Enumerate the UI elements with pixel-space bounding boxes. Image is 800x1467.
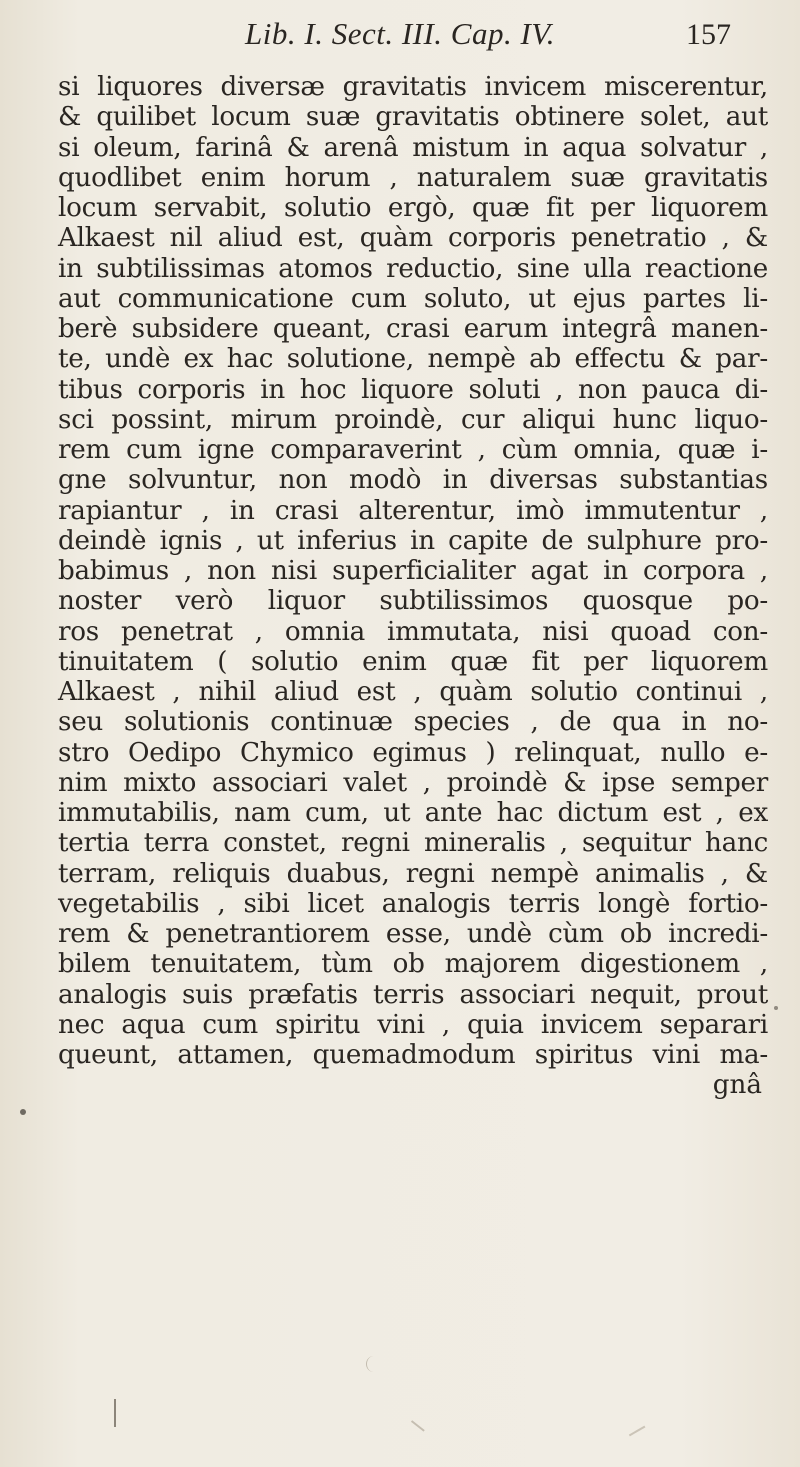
- text-line: analogis suis præfatis terris associari nequit, prout: [58, 979, 768, 1010]
- margin-mark: [774, 1006, 778, 1010]
- text-line: nim mixto associari valet , proindè & ipse semper: [58, 767, 768, 798]
- text-line: seu solutionis continuæ species , de qua in no-: [58, 707, 768, 738]
- text-line: Alkaest nil aliud est, quàm corporis penetratio , &: [58, 223, 768, 254]
- text-line: quodlibet enim horum , naturalem suæ gravitatis: [58, 162, 768, 193]
- text-line: nec aqua cum spiritu vini , quia invicem separari: [58, 1009, 768, 1040]
- show-through-mark: [411, 1420, 425, 1431]
- text-line: tibus corporis in hoc liquore soluti , non pauca di-: [58, 374, 768, 405]
- show-through-mark: [366, 1356, 381, 1372]
- margin-mark: [20, 1109, 26, 1115]
- catchword: gnâ: [712, 1070, 762, 1101]
- text-line: berè subsidere queant, crasi earum integrâ manen-: [58, 314, 768, 344]
- text-line: locum servabit, solutio ergò, quæ fit per liquorem: [58, 193, 768, 223]
- text-line: noster verò liquor subtilissimos quosque po-: [58, 586, 768, 617]
- show-through-mark: [629, 1426, 645, 1436]
- text-line: si oleum, farinâ & arenâ mistum in aqua solvatur ,: [58, 132, 768, 163]
- running-head: Lib. I. Sect. III. Cap. IV.: [245, 16, 555, 51]
- text-line: rem cum igne comparaverint , cùm omnia, quæ i-: [58, 435, 768, 465]
- text-line: deindè ignis , ut inferius in capite de sulphure pro-: [58, 525, 768, 556]
- text-line: babimus , non nisi superficialiter agat in corpora ,: [58, 556, 768, 586]
- text-line: gne solvuntur, non modò in diversas substantias: [58, 465, 768, 496]
- text-line: vegetabilis , sibi licet analogis terris longè fortio-: [58, 888, 768, 919]
- text-line: in subtilissimas atomos reductio, sine ulla reactione: [58, 253, 768, 284]
- text-line: terram, reliquis duabus, regni nempè animalis , &: [58, 858, 768, 889]
- text-line: tinuitatem ( solutio enim quæ fit per liquorem: [58, 646, 768, 677]
- text-line: si liquores diversæ gravitatis invicem miscerentur,: [58, 72, 768, 102]
- text-line: ros penetrat , omnia immutata, nisi quoad con-: [58, 616, 768, 647]
- text-line: stro Oedipo Chymico egimus ) relinquat, nullo e-: [58, 737, 768, 768]
- text-line: bilem tenuitatem, tùm ob majorem digestionem ,: [58, 949, 768, 980]
- text-line: te, undè ex hac solutione, nempè ab effectu & par-: [58, 344, 768, 375]
- show-through-mark: [114, 1399, 116, 1427]
- text-line: sci possint, mirum proindè, cur aliqui hunc liquo-: [58, 404, 768, 435]
- text-line: rapiantur , in crasi alterentur, imò immutentur ,: [58, 495, 768, 526]
- text-line: queunt, attamen, quemadmodum spiritus vini ma-: [58, 1040, 768, 1070]
- page-header: [0, 14, 800, 58]
- text-line: tertia terra constet, regni mineralis , sequitur hanc: [58, 828, 768, 859]
- text-line: immutabilis, nam cum, ut ante hac dictum est , ex: [58, 798, 768, 828]
- text-line: aut communicatione cum soluto, ut ejus partes li-: [58, 283, 768, 314]
- text-line: rem & penetrantiorem esse, undè cùm ob incredi-: [58, 919, 768, 949]
- text-line: Alkaest , nihil aliud est , quàm solutio continui ,: [58, 677, 768, 707]
- page-number: 157: [686, 18, 731, 51]
- text-line: & quilibet locum suæ gravitatis obtinere solet, aut: [58, 102, 768, 133]
- body-text: [58, 72, 768, 1101]
